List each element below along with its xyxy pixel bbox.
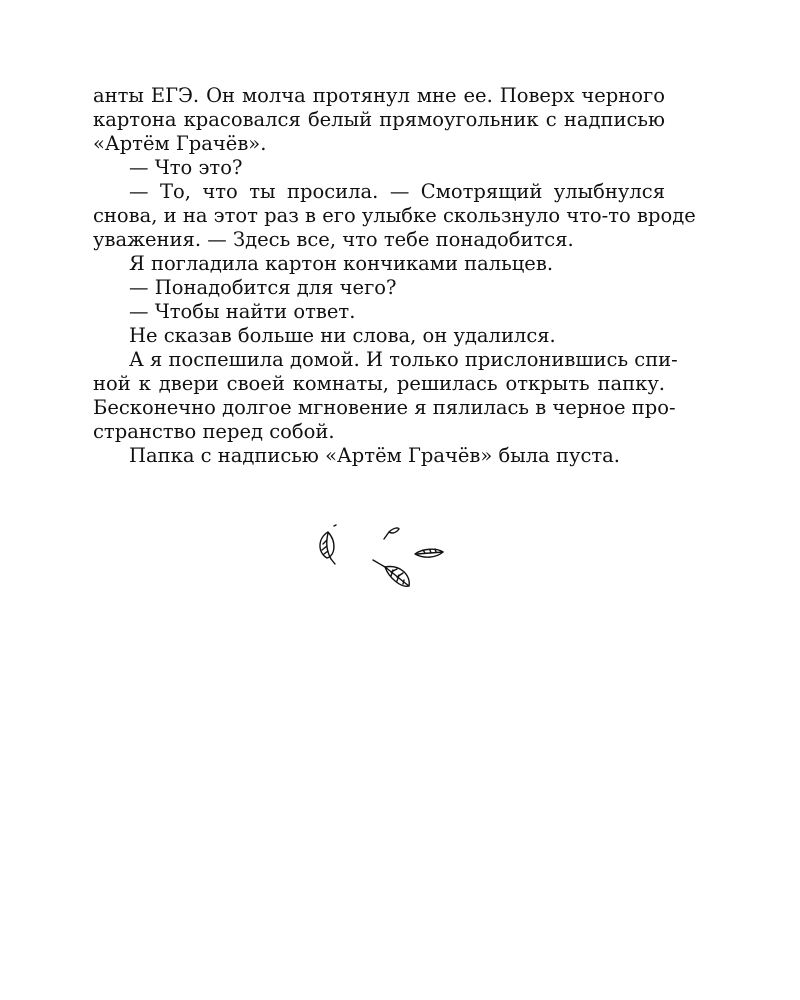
text-line-9: — Понадобится для чего? bbox=[129, 276, 397, 299]
leaf-tiny-icon bbox=[384, 528, 399, 539]
text-line-5: — То, что ты просила. — Смотрящий улыбнулся bbox=[129, 180, 665, 203]
text-line-11: Не сказав больше ни слова, он удалился. bbox=[129, 324, 556, 347]
text-line-2: картона красовался белый прямоугольник с надписью bbox=[93, 108, 665, 131]
text-line-3: «Артём Грачёв». bbox=[93, 132, 267, 155]
text-line-16: Папка с надписью «Артём Грачёв» была пуста. bbox=[129, 444, 621, 467]
text-line-14: Бесконечно долгое мгновение я пялилась в черное про- bbox=[93, 396, 676, 419]
leaf-bottom-icon bbox=[373, 560, 409, 586]
text-line-13: ной к двери своей комнаты, решилась открыть папку. bbox=[93, 372, 665, 395]
page-body bbox=[93, 84, 696, 468]
text-line-8: Я погладила картон кончиками пальцев. bbox=[129, 252, 554, 275]
text-line-15: странство перед собой. bbox=[93, 420, 335, 443]
text-line-12: А я поспешила домой. И только прислонившись спи- bbox=[129, 348, 678, 371]
falling-leaves-icon bbox=[305, 520, 455, 600]
text-line-7: уважения. — Здесь все, что тебе понадобится. bbox=[93, 228, 574, 251]
leaf-left-icon bbox=[320, 525, 336, 564]
text-line-1: анты ЕГЭ. Он молча протянул мне ее. Поверх черного bbox=[93, 84, 665, 107]
text-line-4: — Что это? bbox=[129, 156, 243, 179]
leaf-right-icon bbox=[415, 549, 443, 557]
text-line-6: снова, и на этот раз в его улыбке скользнуло что-то вроде bbox=[93, 204, 696, 227]
text-line-10: — Чтобы найти ответ. bbox=[129, 300, 356, 323]
